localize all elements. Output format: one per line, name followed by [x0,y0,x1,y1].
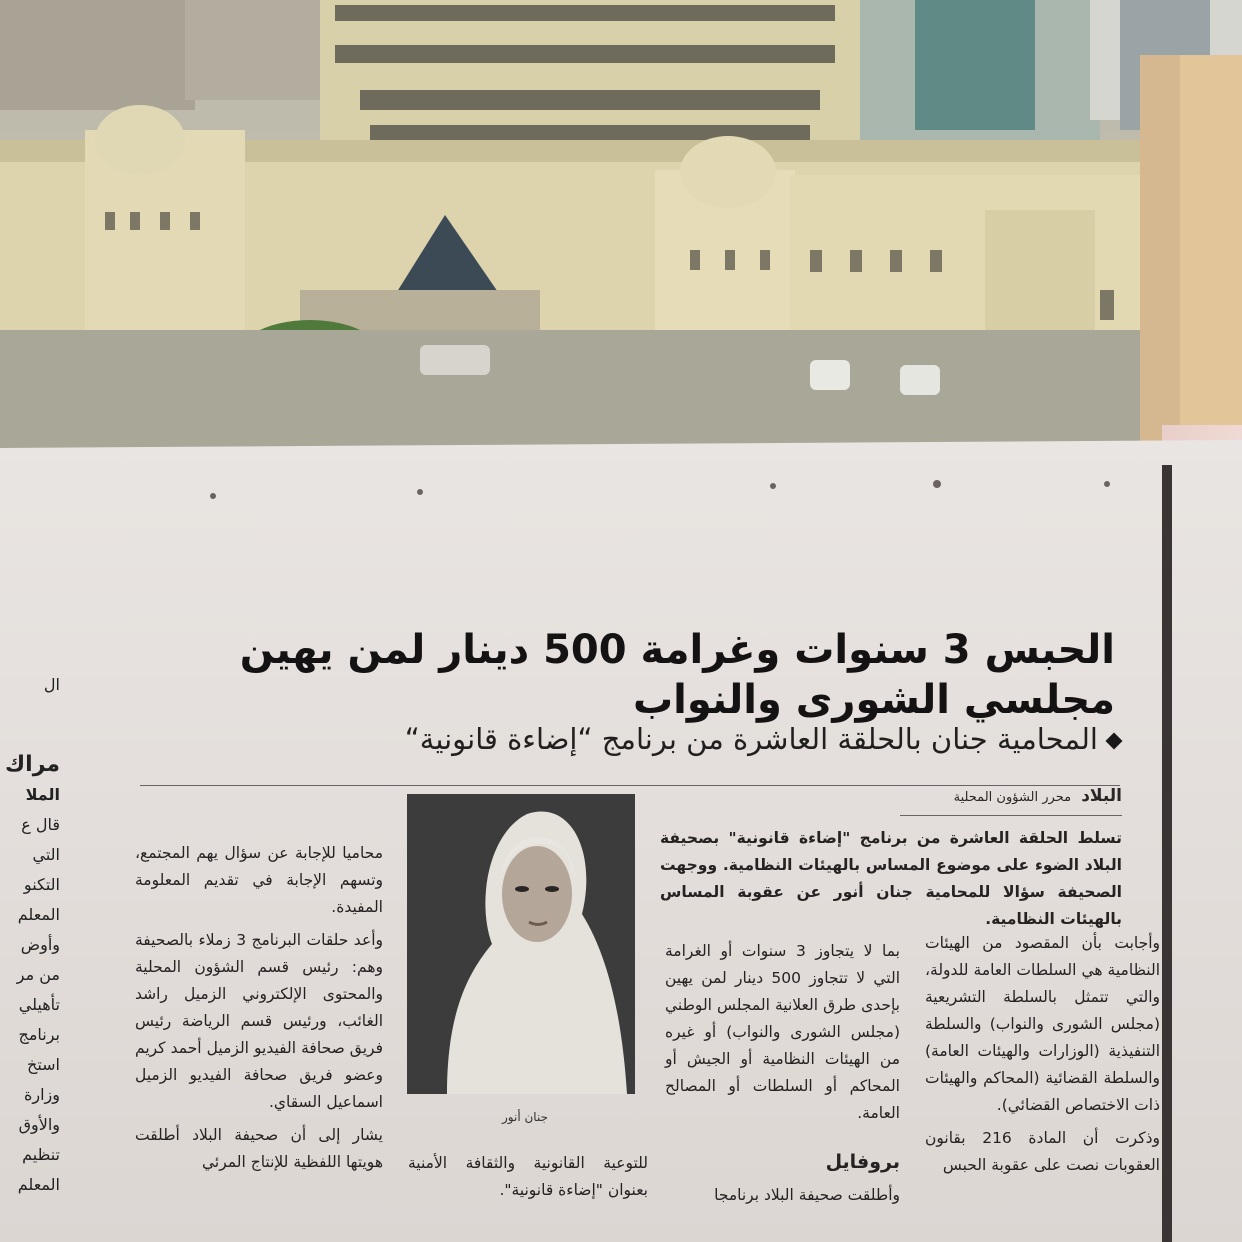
paragraph: وأطلقت صحيفة البلاد برنامجا [714,1186,900,1204]
perforation-marks [0,470,1242,510]
portrait-photo [407,794,635,1094]
article-subheadline [140,720,1120,758]
edge-line: وأوض [20,935,60,954]
edge-line: الملا [25,785,60,804]
article-column-left [135,840,383,1182]
article-column-right [925,930,1160,1185]
lead-paragraph [660,825,1122,939]
background-buildings [0,0,1242,460]
edge-line: مراك [4,752,60,777]
edge-line: استخ [26,1055,60,1074]
edge-line: من مر [16,965,60,984]
paragraph: تسلط الحلقة العاشرة من برنامج "إضاءة قانونية" بصحيفة البلاد الضوء على موضوع المساس بالهيئات النظامية. ووجهت الصحيفة سؤالا للمحامية جنان أنور عن عقوبة المساس بالهيئات النظامية. [660,829,1122,928]
article-column-under-photo [408,1150,648,1210]
edge-line: المعلم [17,1175,60,1194]
byline-underline [900,815,1122,816]
edge-line: قال ع [21,815,60,834]
neighbor-article-edge [0,650,60,1242]
byline-brand: البلاد [1081,786,1122,806]
byline-role: محرر الشؤون المحلية [953,790,1072,805]
section-title: بروفايل [825,1151,900,1173]
paragraph: للتوعية القانونية والثقافة الأمنية بعنوان "إضاءة قانونية". [408,1154,648,1199]
edge-line: تأهيلي [18,995,60,1014]
subheadline-text: المحامية جنان بالحلقة العاشرة من برنامج “إضاءة قانونية“ [404,722,1098,756]
paragraph: وأعد حلقات البرنامج 3 زملاء بالصحيفة وهم: رئيس قسم الشؤون المحلية والمحتوى الإلكتروني الزميل راشد الغائب، ورئيس قسم الرياضة رئيس فريق صحافة الفيديو الزميل أحمد كريم وعضو فريق صحافة الفيديو الزميل اسماعيل السقاي. [135,931,383,1111]
paragraph: يشار إلى أن صحيفة البلاد أطلقت هويتها اللفظية للإنتاج المرئي [135,1126,383,1171]
edge-line: وزارة [23,1085,60,1104]
edge-line: والأوق [18,1115,60,1134]
paragraph: بما لا يتجاوز 3 سنوات أو الغرامة التي لا تتجاوز 500 دينار لمن يهين بإحدى طرق العلانية المجلس الوطني (مجلس الشورى والنواب) أو غيره من الهيئات النظامية أو الجيش أو المحاكم أو السلطات أو المصالح العامة. [665,942,900,1122]
paragraph: محاميا للإجابة عن سؤال يهم المجتمع، وتسهم الإجابة في تقديم المعلومة المفيدة. [135,844,383,916]
edge-line: التي [32,845,60,864]
edge-line: التكنو [23,875,60,894]
paragraph: وذكرت أن المادة 216 بقانون العقوبات نصت على عقوبة الحبس [925,1129,1160,1174]
paragraph: وأجابت بأن المقصود من الهيئات النظامية هي السلطات العامة للدولة، والتي تتمثل بالسلطة التشريعية (مجلس الشورى والنواب) والسلطة التنفيذية (الوزارات والهيئات العامة) والسلطة القضائية (المحاكم والهيئات ذات الاختصاص القضائي). [925,934,1160,1114]
edge-line: المعلم [17,905,60,924]
article-headline: الحبس 3 سنوات وغرامة 500 دينار لمن يهين مجلسي الشورى والنواب [239,627,1115,723]
edge-line: برنامج [18,1025,60,1044]
page-fold-shadow [1162,465,1172,1242]
photo-caption: جنان أنور [502,1110,548,1124]
article-column-middle [665,938,900,1215]
edge-line: ال [43,675,60,694]
byline [900,786,1122,814]
edge-line: تنظيم [22,1145,60,1164]
diamond-bullet-icon [1106,733,1123,750]
